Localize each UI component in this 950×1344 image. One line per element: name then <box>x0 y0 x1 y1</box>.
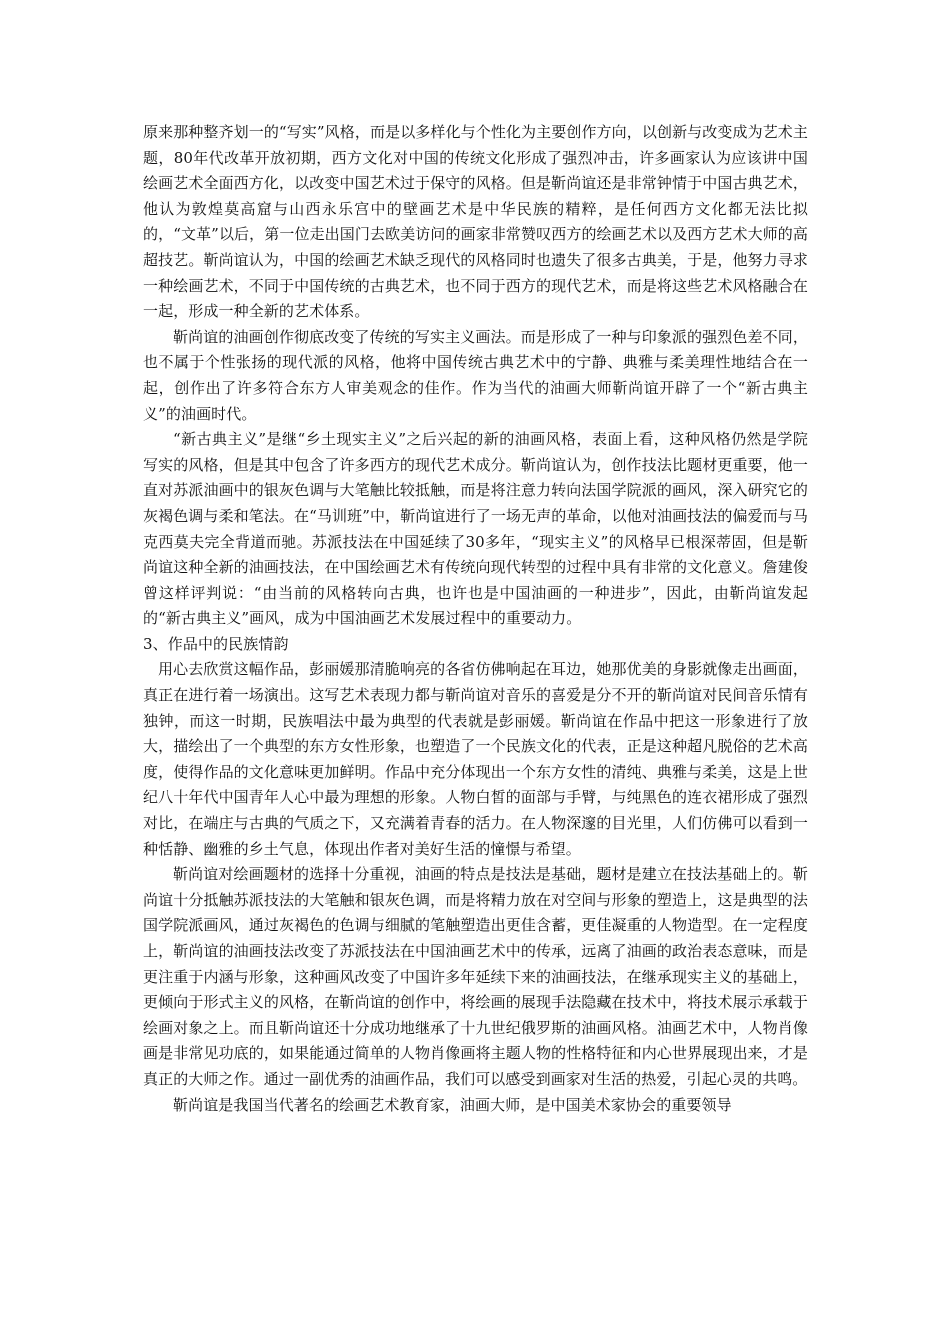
body-paragraph-3: “新古典主义”是继“乡土现实主义”之后兴起的新的油画风格，表面上看，这种风格仍然是学院写实的风格，但是其中包含了许多西方的现代艺术成分。靳尚谊认为，创作技法比题材更重要，他一直对苏派油画中的银灰色调与大笔触比较抵触，而是将注意力转向法国学院派的画风，深入研究它的灰褐色调与柔和笔法。在“马训班”中，靳尚谊进行了一场无声的革命，以他对油画技法的偏爱而与马克西莫夫完全背道而驰。苏派技法在中国延续了30多年，“现实主义”的风格早已根深蒂固，但是靳尚谊这种全新的油画技法，在中国绘画艺术有传统向现代转型的过程中具有非常的文化意义。詹建俊曾这样评判说：“由当前的风格转向古典，也许也是中国油画的一种进步”，因此，由靳尚谊发起的“新古典主义”画风，成为中国油画艺术发展过程中的重要动力。 <box>143 430 808 628</box>
document-page <box>143 120 808 1118</box>
body-paragraph-6: 靳尚谊是我国当代著名的绘画艺术教育家，油画大师，是中国美术家协会的重要领导 <box>173 1095 732 1114</box>
body-paragraph-5: 靳尚谊对绘画题材的选择十分重视，油画的特点是技法是基础，题材是建立在技法基础上的。靳尚谊十分抵触苏派技法的大笔触和银灰色调，而是将精力放在对空间与形象的塑造上，这是典型的法国学院派画风，通过灰褐色的色调与细腻的笔触塑造出更佳含蓄，更佳凝重的人物造型。在一定程度上，靳尚谊的油画技法改变了苏派技法在中国油画艺术中的传承，远离了油画的政治表态意味，而是更注重于内涵与形象，这种画风改变了中国许多年延续下来的油画技法，在继承现实主义的基础上，更倾向于形式主义的风格，在靳尚谊的创作中，将绘画的展现手法隐藏在技术中，将技术展示承载于绘画对象之上。而且靳尚谊还十分成功地继承了十九世纪俄罗斯的油画风格。油画艺术中，人物肖像画是非常见功底的，如果能通过简单的人物肖像画将主题人物的性格特征和内心世界展现出来，才是真正的大师之作。通过一副优秀的油画作品，我们可以感受到画家对生活的热爱，引起心灵的共鸣。 <box>143 865 808 1088</box>
body-paragraph-2: 靳尚谊的油画创作彻底改变了传统的写实主义画法。而是形成了一种与印象派的强烈色差不同，也不属于个性张扬的现代派的风格，他将中国传统古典艺术中的宁静、典雅与柔美理性地结合在一起，创作出了许多符合东方人审美观念的佳作。作为当代的油画大师靳尚谊开辟了一个“新古典主义”的油画时代。 <box>143 327 808 423</box>
body-paragraph-4: 用心去欣赏这幅作品，彭丽媛那清脆响亮的各省仿佛响起在耳边，她那优美的身影就像走出画面，真正在进行着一场演出。这写艺术表现力都与靳尚谊对音乐的喜爱是分不开的靳尚谊对民间音乐情有独钟，而这一时期，民族唱法中最为典型的代表就是彭丽媛。靳尚谊在作品中把这一形象进行了放大，描绘出了一个典型的东方女性形象，也塑造了一个民族文化的代表，正是这种超凡脱俗的艺术高度，使得作品的文化意味更加鲜明。作品中充分体现出一个东方女性的清纯、典雅与柔美，这是上世纪八十年代中国青年人心中最为理想的形象。人物白皙的面部与手臂，与纯黑色的连衣裙形成了强烈对比，在端庄与古典的气质之下，又充满着青春的活力。在人物深邃的目光里，人们仿佛可以看到一种恬静、幽雅的乡土气息，体现出作者对美好生活的憧憬与希望。 <box>143 660 808 858</box>
section-heading: 3、作品中的民族情韵 <box>143 634 289 653</box>
body-paragraph-1: 原来那种整齐划一的“写实”风格，而是以多样化与个性化为主要创作方向，以创新与改变成为艺术主题，80年代改革开放初期，西方文化对中国的传统文化形成了强烈冲击，许多画家认为应该讲中国绘画艺术全面西方化，以改变中国艺术过于保守的风格。但是靳尚谊还是非常钟情于中国古典艺术，他认为敦煌莫高窟与山西永乐宫中的壁画艺术是中华民族的精粹，是任何西方文化都无法比拟的，“文革”以后，第一位走出国门去欧美访问的画家非常赞叹西方的绘画艺术以及西方艺术大师的高超技艺。靳尚谊认为，中国的绘画艺术缺乏现代的风格同时也遗失了很多古典美，于是，他努力寻求一种绘画艺术，不同于中国传统的古典艺术，也不同于西方的现代艺术，而是将这些艺术风格融合在一起，形成一种全新的艺术体系。 <box>143 123 808 321</box>
